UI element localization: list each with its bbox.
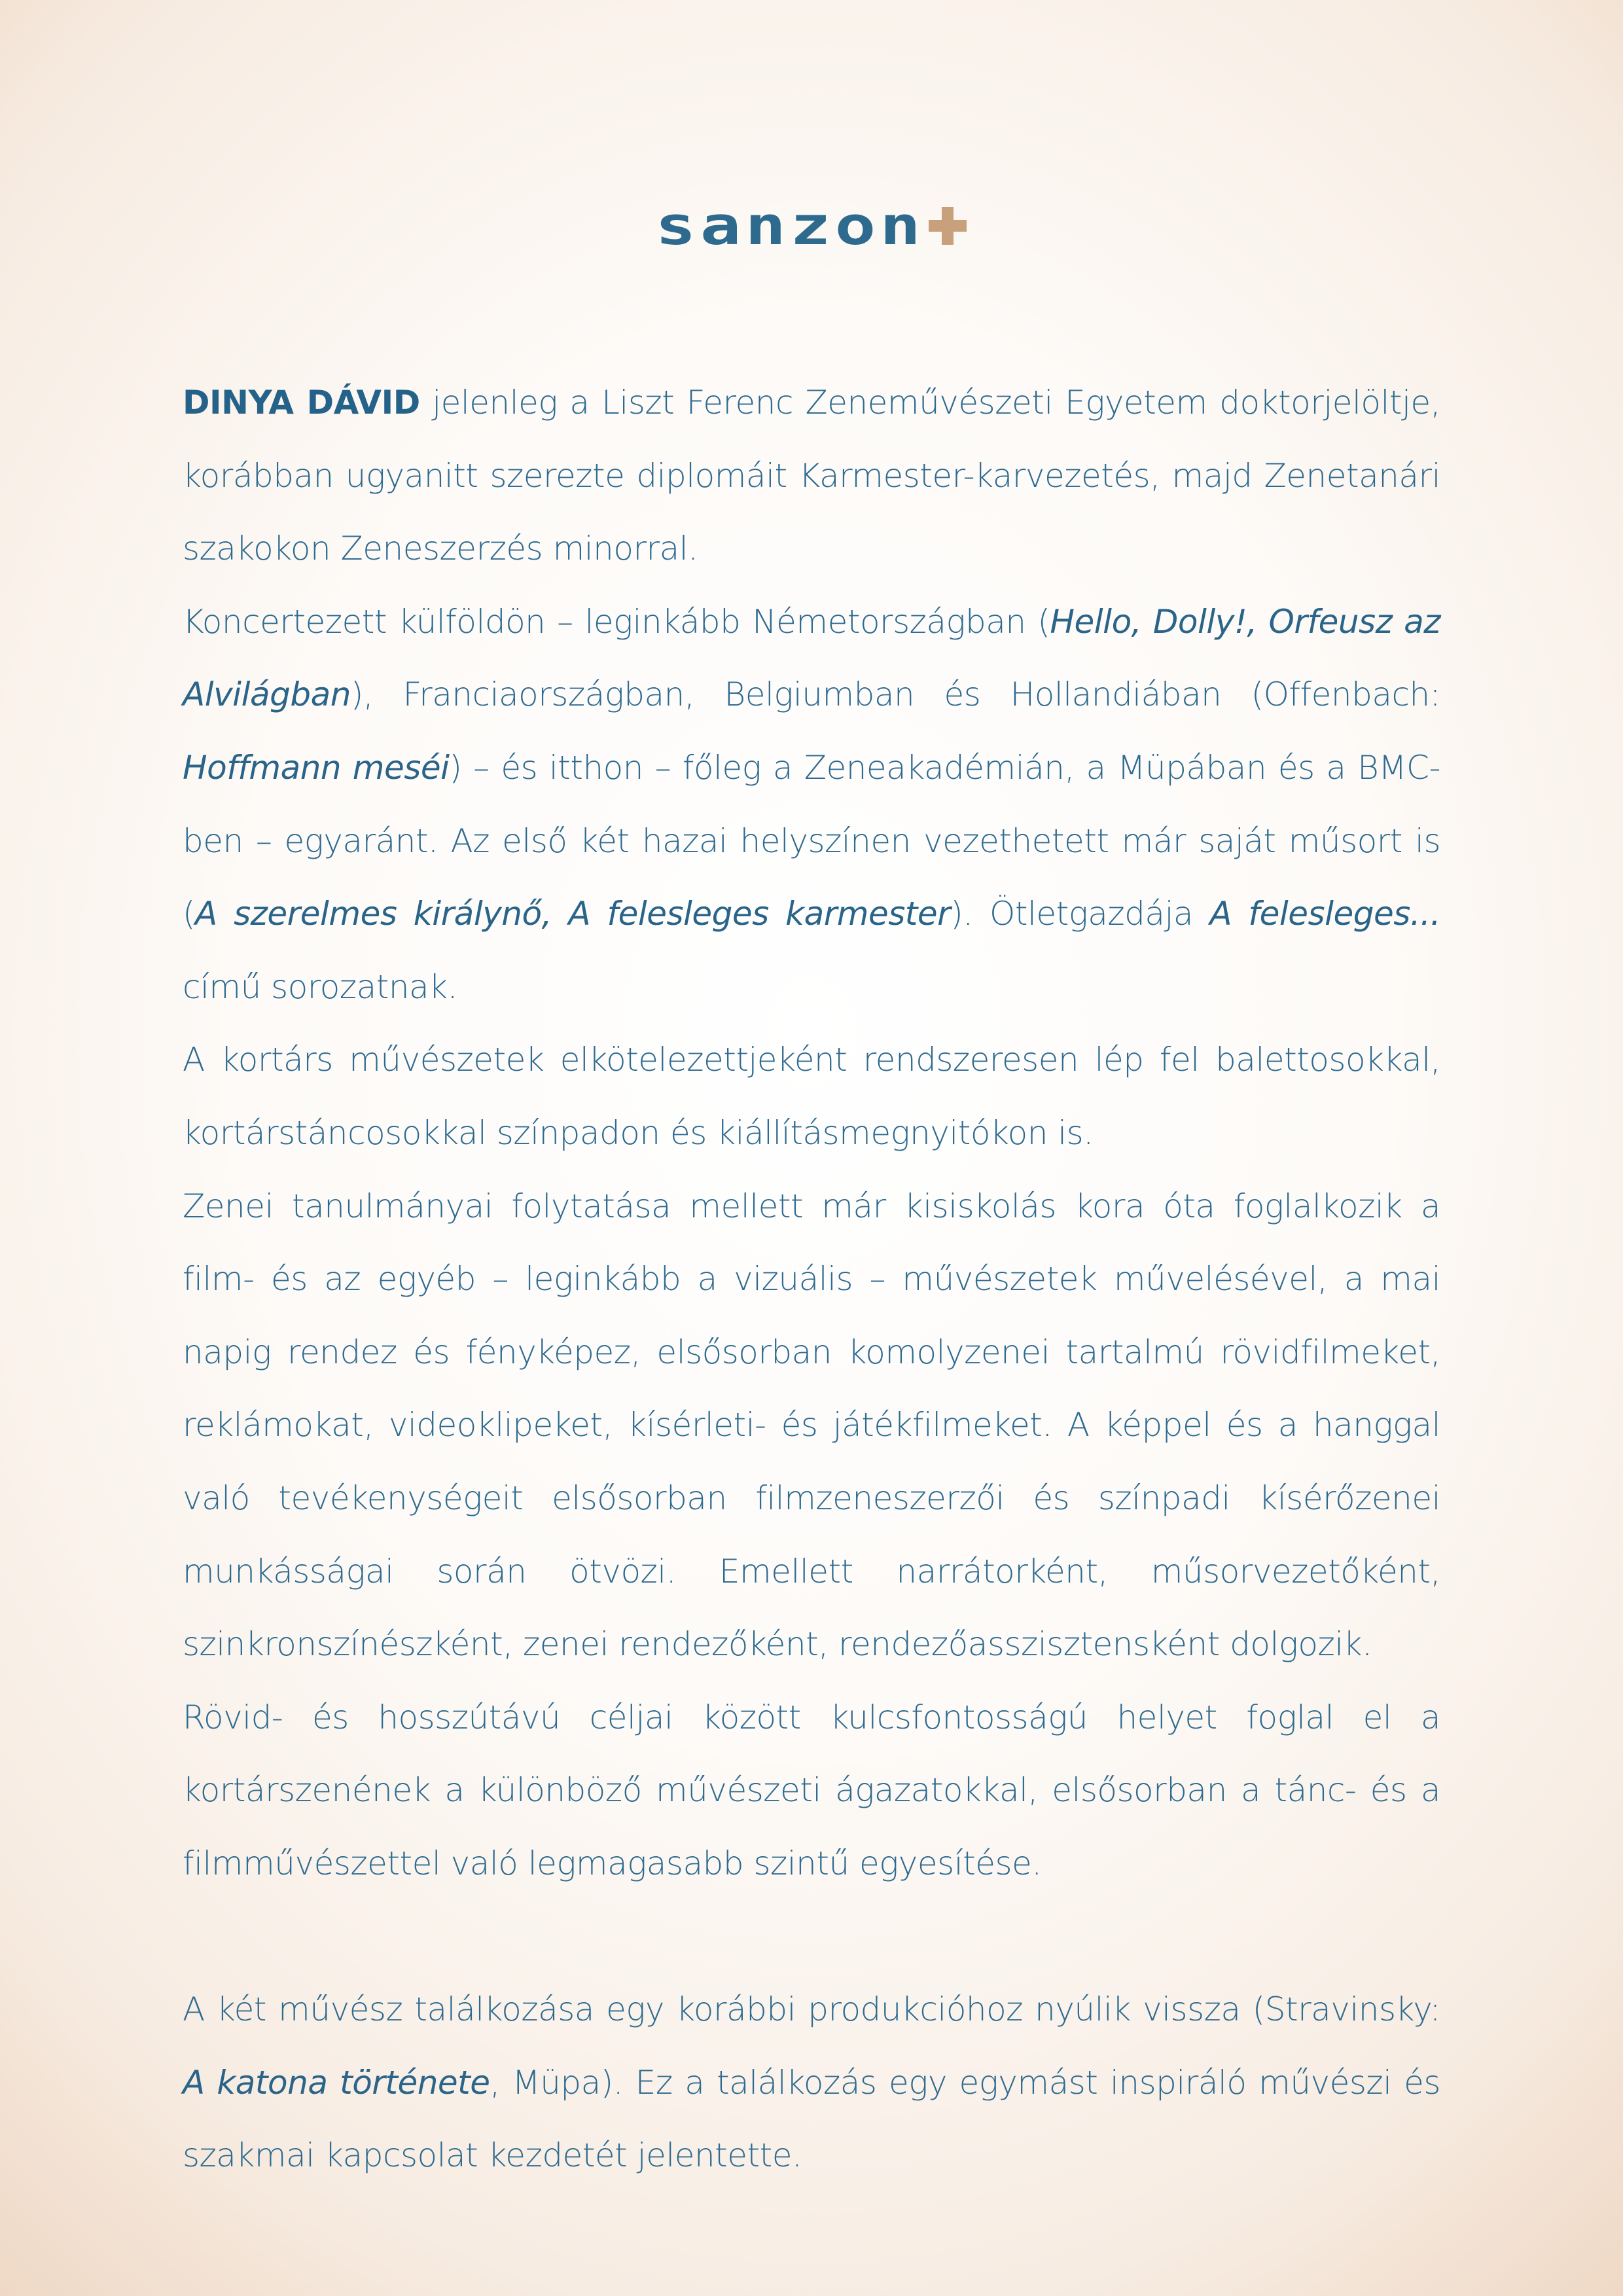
text-run: ). Ötletgazdája [950,895,1210,933]
brand-logo [0,196,1623,255]
bio-paragraph-5: Rövid- és hosszútávú céljai között kulcsfontosságú helyet foglal el a kortárszenének a különböző művészeti ágazatokkal, elsősorban a tánc- és a filmművészettel való legmagasabb szintű egyesítése. [183,1698,1440,1882]
bio-paragraph-4: Zenei tanulmányai folytatása mellett már kisiskolás kora óta foglalkozik a film- és az egyéb – leginkább a vizuális – művészetek művelésével, a mai napig rendez és fényképez, elsősorban komolyzenei tartalmú rövidfilmeket, reklámokat, videoklipeket, kísérleti- és játékfilmeket. A képpel és a hanggal való tevékenységeit elsősorban filmzeneszerzői és színpadi kísérőzenei munkásságai során ötvözi. Emellett narrátorként, műsorvezetőként, szinkronszínészként, zenei rendezőként, rendezőasszisztensként dolgozik. [183,1187,1440,1664]
work-title: Hoffmann meséi [183,748,450,787]
work-title: Hello, Dolly!, Orfeusz az Alvilágban [183,602,1441,714]
work-title: A katona története [183,2063,490,2102]
paragraph-spacer [183,1900,1440,1973]
text-run: ) – és itthon – főleg a Zeneakadémián, a Müpában és a BMC-ben – egyaránt. Az első két hazai helyszínen vezethetett már saját műsort is ( [183,748,1440,933]
text-run: A két művész találkozása egy korábbi produkcióhoz nyúlik vissza (Stravinsky: [183,1990,1440,2029]
artist-name: DINYA DÁVID [183,384,420,422]
document-body [183,367,1440,2193]
bio-paragraph-1-text: jelenleg a Liszt Ferenc Zeneművészeti Egyetem doktorjelöltje, korábban ugyanitt szerezte diplomáit Karmester-karvezetés, majd Zenetanári szakokon Zeneszerzés minorral. [183,384,1440,568]
plus-icon [927,206,968,246]
bio-paragraph-1 [183,367,1440,586]
work-title: A szerelmes királynő, A felesleges karmester [195,895,951,933]
bio-paragraph-2 [183,586,1440,1024]
text-run: ), Franciaországban, Belgiumban és Hollandiában (Offenbach: [350,675,1440,714]
text-run: Koncertezett külföldön – leginkább Németországban ( [183,602,1050,641]
meeting-paragraph [183,1973,1440,2193]
work-title: A felesleges... [1209,895,1440,933]
logo-wordmark: sanzon [655,194,925,257]
text-run: című sorozatnak. [183,967,458,1006]
bio-paragraph-3: A kortárs művészetek elkötelezettjeként rendszeresen lép fel balettosokkal, kortárstáncosokkal színpadon és kiállításmegnyitókon is. [183,1041,1440,1152]
text-run: , Müpa). Ez a találkozás egy egymást inspiráló művészi és szakmai kapcsolat kezdetét jelentette. [183,2063,1440,2175]
